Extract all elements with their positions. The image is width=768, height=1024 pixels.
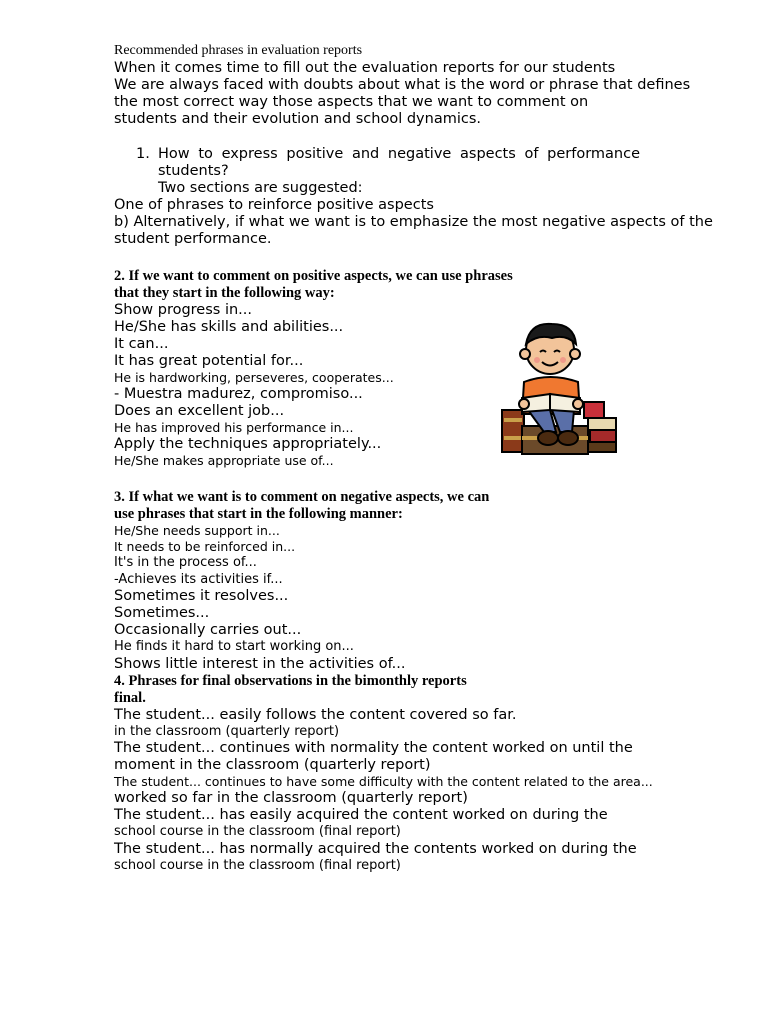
negative-phrase: Sometimes... bbox=[114, 605, 210, 621]
child-reading-books-icon bbox=[500, 314, 620, 456]
negative-phrase: Occasionally carries out... bbox=[114, 622, 302, 638]
negative-phrase: It needs to be reinforced in... bbox=[114, 539, 296, 554]
option-b-text: b) Alternatively, if what we want is to emphasize the most negative aspects of the bbox=[114, 214, 713, 230]
section-4-heading: 4. Phrases for final observations in the bimonthly reports bbox=[114, 672, 467, 689]
list-number: 1. bbox=[136, 146, 150, 162]
negative-phrase: He/She needs support in... bbox=[114, 523, 280, 538]
final-observation-line: The student... continues to have some difficulty with the content related to the area... bbox=[114, 774, 653, 789]
final-observation-line: The student... easily follows the content covered so far. bbox=[114, 706, 517, 723]
negative-phrase: He finds it hard to start working on... bbox=[114, 639, 354, 654]
section-2-heading: that they start in the following way: bbox=[114, 285, 335, 301]
positive-phrase: - Muestra madurez, compromiso... bbox=[114, 386, 363, 402]
intro-line: students and their evolution and school dynamics. bbox=[114, 111, 481, 127]
final-observation-line: school course in the classroom (final report) bbox=[114, 824, 401, 839]
positive-phrase: He is hardworking, perseveres, cooperates... bbox=[114, 370, 394, 385]
intro-line: the most correct way those aspects that we want to comment on bbox=[114, 94, 589, 110]
positive-phrase: It can... bbox=[114, 336, 169, 352]
final-observation-line: worked so far in the classroom (quarterly report) bbox=[114, 790, 468, 806]
numbered-item-1 bbox=[136, 146, 714, 163]
final-observation-line: The student... has easily acquired the content worked on during the bbox=[114, 807, 608, 823]
numbered-item-text: How to express positive and negative aspects of performance bbox=[158, 146, 640, 162]
option-b-text: student performance. bbox=[114, 231, 272, 247]
option-a-text: One of phrases to reinforce positive aspects bbox=[114, 197, 434, 213]
positive-phrase: It has great potential for... bbox=[114, 353, 304, 369]
final-observation-line: The student... continues with normality the content worked on until the bbox=[114, 740, 633, 756]
final-observation-line: moment in the classroom (quarterly report) bbox=[114, 757, 431, 773]
section-3-heading: 3. If what we want is to comment on negative aspects, we can bbox=[114, 489, 490, 505]
numbered-item-text: Two sections are suggested: bbox=[158, 180, 363, 196]
positive-phrase: Show progress in... bbox=[114, 302, 252, 318]
positive-phrase: He/She makes appropriate use of... bbox=[114, 453, 334, 468]
section-2-heading: 2. If we want to comment on positive aspects, we can use phrases bbox=[114, 268, 513, 284]
negative-phrase: Sometimes it resolves... bbox=[114, 588, 289, 604]
positive-phrase: Apply the techniques appropriately... bbox=[114, 436, 382, 452]
section-3-heading: use phrases that start in the following manner: bbox=[114, 506, 403, 522]
numbered-item-text: students? bbox=[158, 163, 229, 179]
section-4-heading: final. bbox=[114, 689, 146, 706]
final-observation-line: school course in the classroom (final report) bbox=[114, 857, 401, 873]
negative-phrase: Shows little interest in the activities of... bbox=[114, 655, 406, 672]
positive-phrase: He/She has skills and abilities... bbox=[114, 319, 344, 335]
final-observation-line: The student... has normally acquired the contents worked on during the bbox=[114, 840, 637, 857]
document-title: Recommended phrases in evaluation reports bbox=[114, 43, 363, 58]
final-observation-line: in the classroom (quarterly report) bbox=[114, 723, 340, 739]
negative-phrase: -Achieves its activities if... bbox=[114, 571, 283, 587]
intro-line: When it comes time to fill out the evaluation reports for our students bbox=[114, 60, 616, 76]
positive-phrase: Does an excellent job... bbox=[114, 403, 285, 419]
positive-phrase: He has improved his performance in... bbox=[114, 420, 354, 435]
intro-line: We are always faced with doubts about what is the word or phrase that defines bbox=[114, 77, 691, 93]
document-page bbox=[114, 42, 714, 874]
negative-phrase: It's in the process of... bbox=[114, 555, 257, 570]
